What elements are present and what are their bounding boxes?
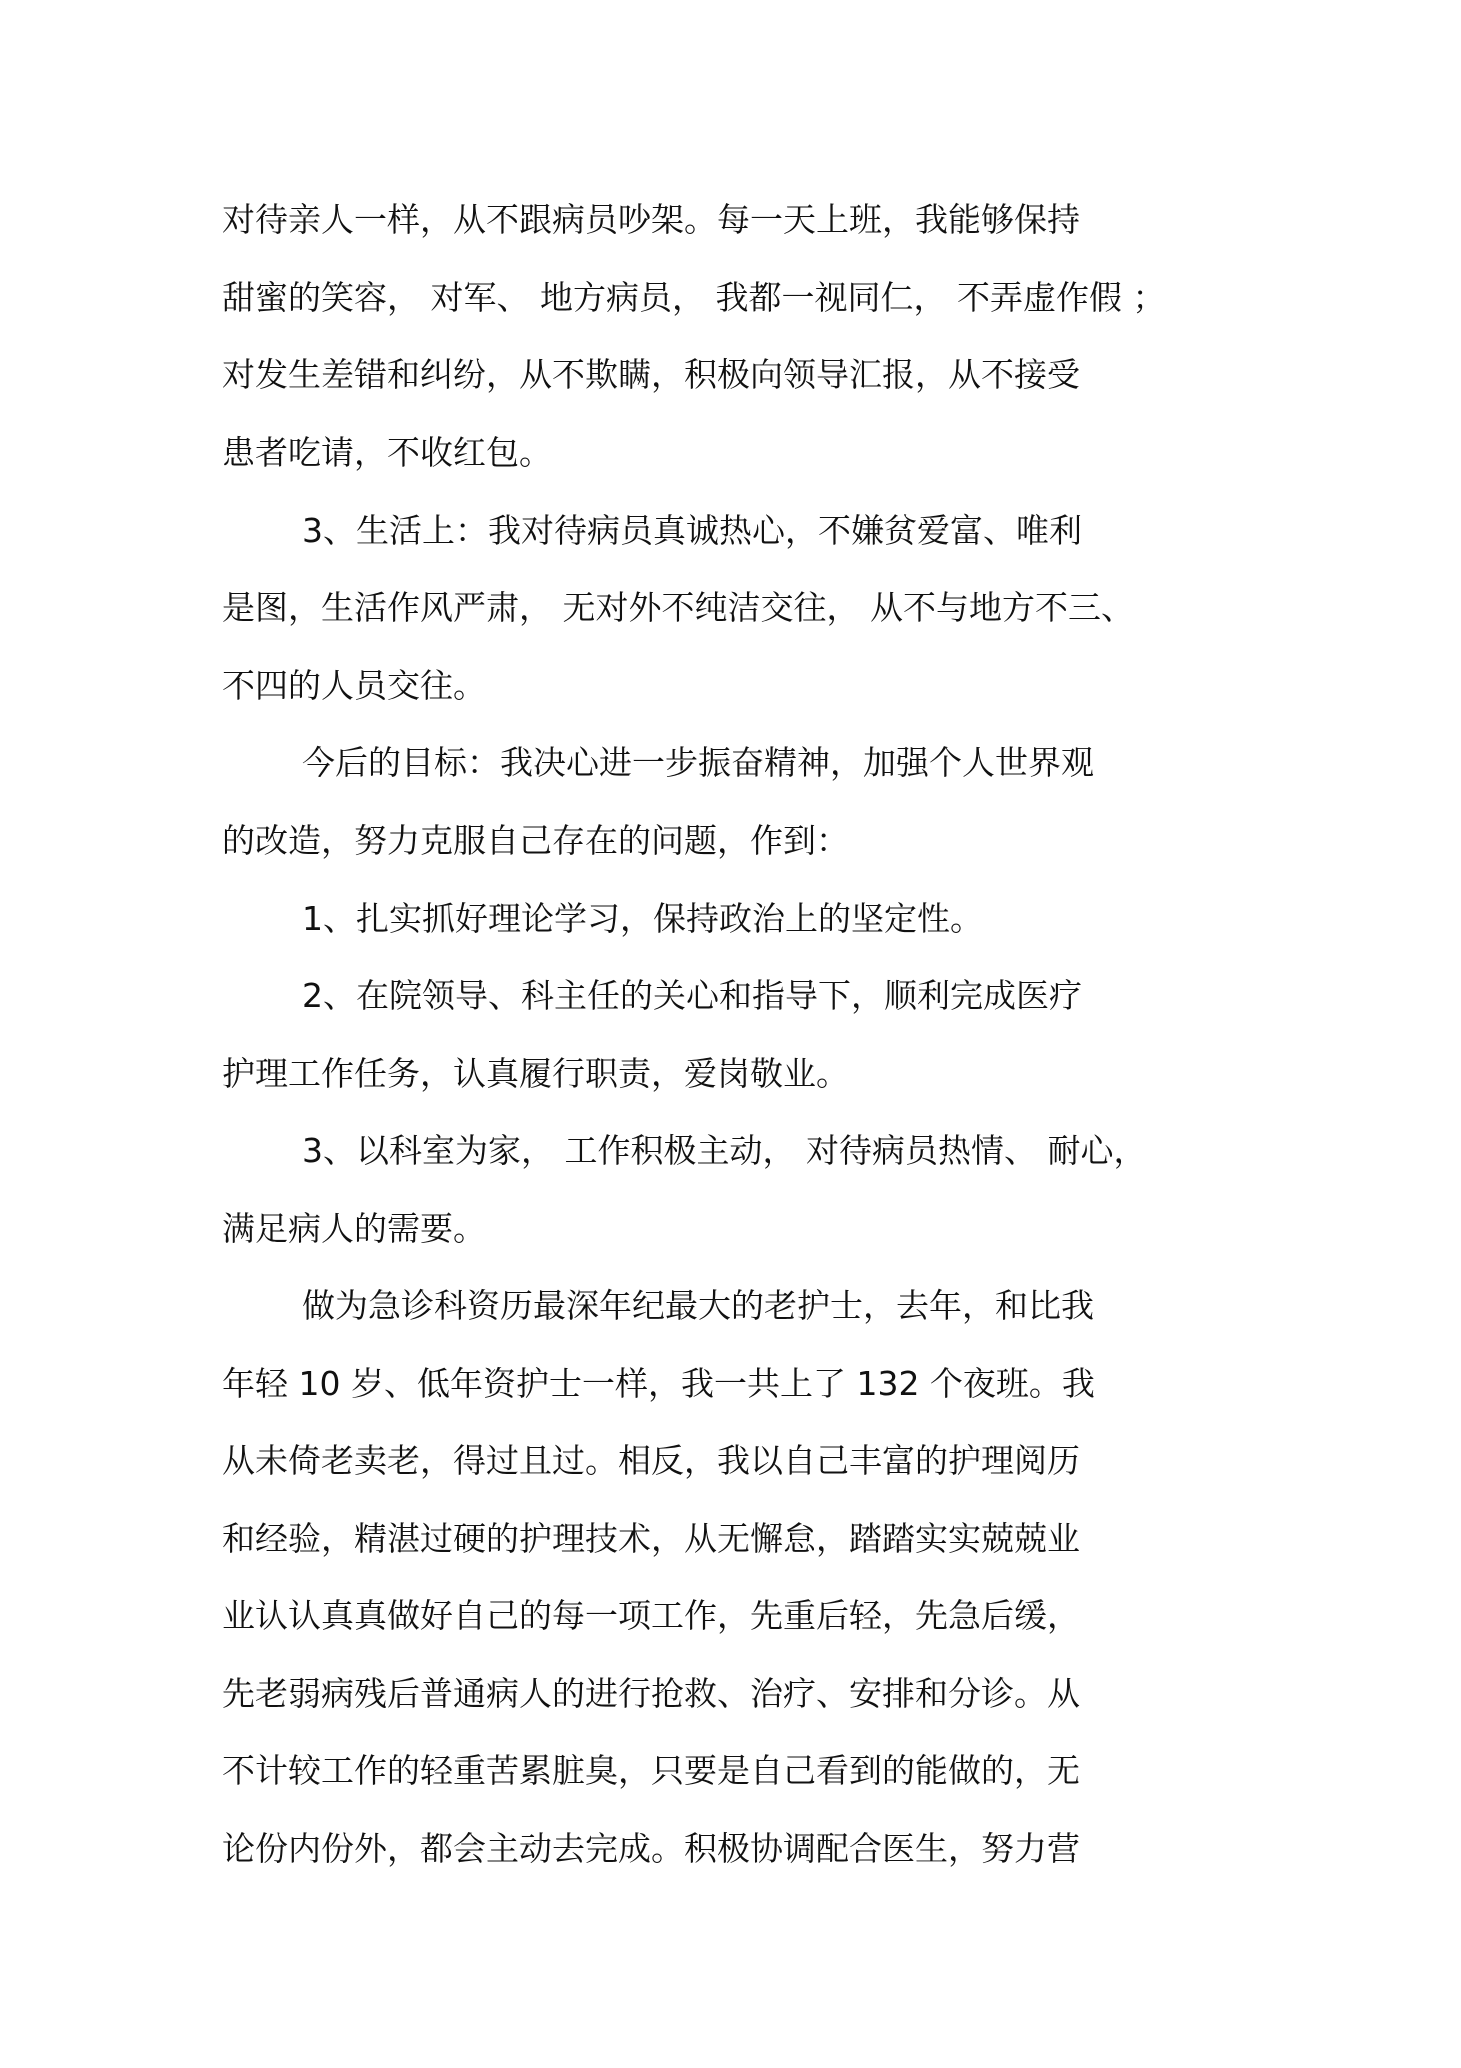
text-line-4: 患者吃请，不收红包。: [222, 433, 552, 472]
text-line-3: 对发生差错和纠纷，从不欺瞒，积极向领导汇报，从不接受: [222, 355, 1080, 394]
text-line-18: 和经验，精湛过硬的护理技术，从无懈怠，踏踏实实兢兢业: [222, 1519, 1080, 1558]
text-line-19: 业认认真真做好自己的每一项工作，先重后轻，先急后缓，: [222, 1596, 1080, 1635]
text-line-21: 不计较工作的轻重苦累脏臭，只要是自己看到的能做的，无: [222, 1751, 1080, 1790]
text-line-7: 不四的人员交往。: [222, 666, 486, 705]
text-line-17: 从未倚老卖老，得过且过。相反，我以自己丰富的护理阅历: [222, 1441, 1080, 1480]
text-line-12: 护理工作任务，认真履行职责，爱岗敬业。: [222, 1054, 849, 1093]
text-line-14: 满足病人的需要。: [222, 1209, 486, 1248]
text-line-2: 甜蜜的笑容， 对军、 地方病员， 我都一视同仁， 不弄虚作假 ；: [222, 278, 1166, 317]
text-line-20: 先老弱病残后普通病人的进行抢救、治疗、安排和分诊。从: [222, 1674, 1080, 1713]
text-line-11: 2、在院领导、科主任的关心和指导下，顺利完成医疗: [302, 976, 1082, 1015]
text-line-13: 3、以科室为家， 工作积极主动， 对待病员热情、 耐心，: [302, 1131, 1147, 1170]
text-line-8: 今后的目标：我决心进一步振奋精神，加强个人世界观: [302, 743, 1094, 782]
text-line-10: 1、扎实抓好理论学习，保持政治上的坚定性。: [302, 899, 983, 938]
text-line-16: 年轻 10 岁、低年资护士一样，我一共上了 132 个夜班。我: [222, 1364, 1095, 1403]
text-line-6: 是图，生活作风严肃， 无对外不纯洁交往， 从不与地方不三、: [222, 588, 1134, 627]
text-line-22: 论份内份外，都会主动去完成。积极协调配合医生，努力营: [222, 1829, 1080, 1868]
text-line-15: 做为急诊科资历最深年纪最大的老护士，去年，和比我: [302, 1286, 1094, 1325]
text-line-1: 对待亲人一样，从不跟病员吵架。每一天上班，我能够保持: [222, 200, 1080, 239]
text-line-9: 的改造，努力克服自己存在的问题，作到：: [222, 821, 849, 860]
text-line-5: 3、生活上：我对待病员真诚热心，不嫌贫爱富、唯利: [302, 511, 1082, 550]
